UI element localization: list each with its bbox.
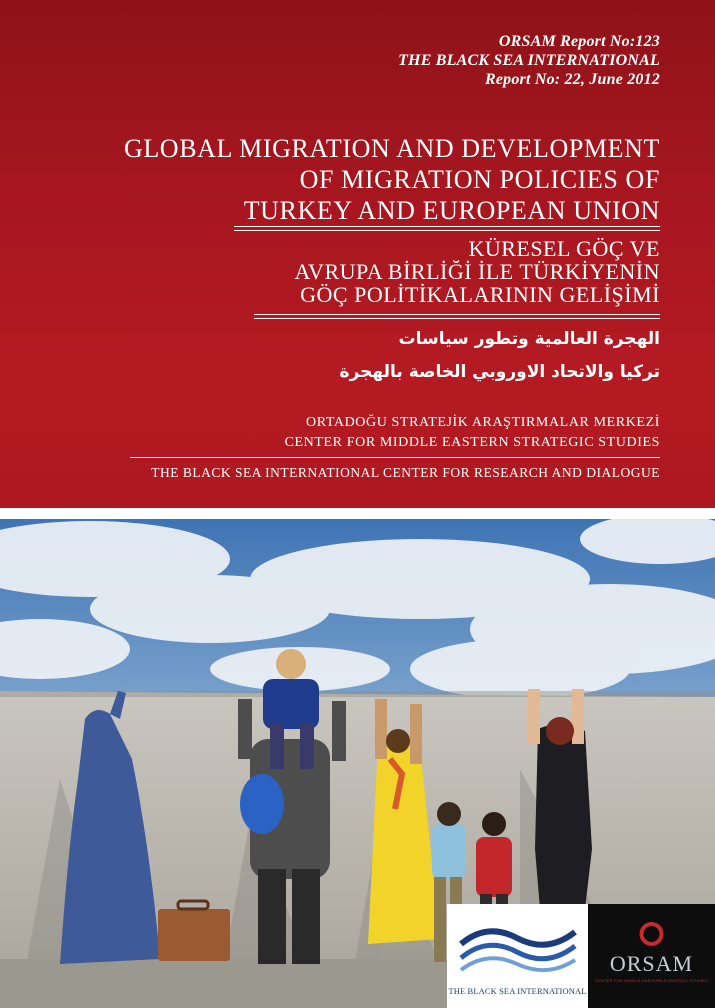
orsam-name-english: CENTER FOR MIDDLE EASTERN STRATEGIC STUDIES	[284, 435, 660, 450]
title-en-line: TURKEY AND EUROPEAN UNION	[243, 196, 660, 225]
title-en-line: GLOBAL MIGRATION AND DEVELOPMENT	[123, 134, 660, 163]
series-report-number: Report No: 22, June 2012	[484, 71, 660, 88]
suitcase	[158, 901, 230, 961]
orsam-logo-subtitle: CENTER FOR MIDDLE EASTERN STRATEGIC STUDIES	[595, 978, 708, 983]
title-turkish	[295, 237, 661, 306]
orsam-logo-name: ORSAM	[609, 951, 694, 976]
orsam-name-turkish: ORTADOĞU STRATEJİK ARAŞTIRMALAR MERKEZİ	[306, 415, 660, 430]
orsam-logo	[588, 904, 715, 1008]
orsam-ring-icon	[588, 904, 715, 954]
report-number: ORSAM Report No:123	[498, 33, 660, 50]
report-meta	[398, 32, 660, 89]
divider-line	[130, 457, 660, 458]
title-english	[124, 133, 660, 226]
publisher-names	[285, 413, 660, 453]
bsic-logo-name: THE BLACK SEA INTERNATIONAL	[448, 986, 587, 996]
bsic-logo	[447, 904, 588, 1008]
wave-icon	[447, 904, 588, 984]
title-ar-line: الهجرة العالمية وتطور سياسات	[398, 329, 660, 349]
title-tr-line: AVRUPA BİRLİĞİ İLE TÜRKİYENİN	[294, 259, 660, 284]
title-ar-line: تركيا والاتحاد الاوروبي الخاصة بالهجرة	[339, 362, 660, 382]
series-name: THE BLACK SEA INTERNATIONAL	[398, 52, 660, 69]
bsic-center-name: THE BLACK SEA INTERNATIONAL CENTER FOR RESEARCH AND DIALOGUE	[151, 465, 660, 480]
title-tr-line: GÖÇ POLİTİKALARININ GELİŞİMİ	[300, 282, 660, 307]
title-en-line: OF MIGRATION POLICIES OF	[299, 165, 660, 194]
double-rule-divider	[234, 226, 660, 231]
double-rule-divider	[254, 314, 660, 319]
title-arabic	[340, 323, 660, 389]
title-tr-line: KÜRESEL GÖÇ VE	[468, 236, 660, 261]
